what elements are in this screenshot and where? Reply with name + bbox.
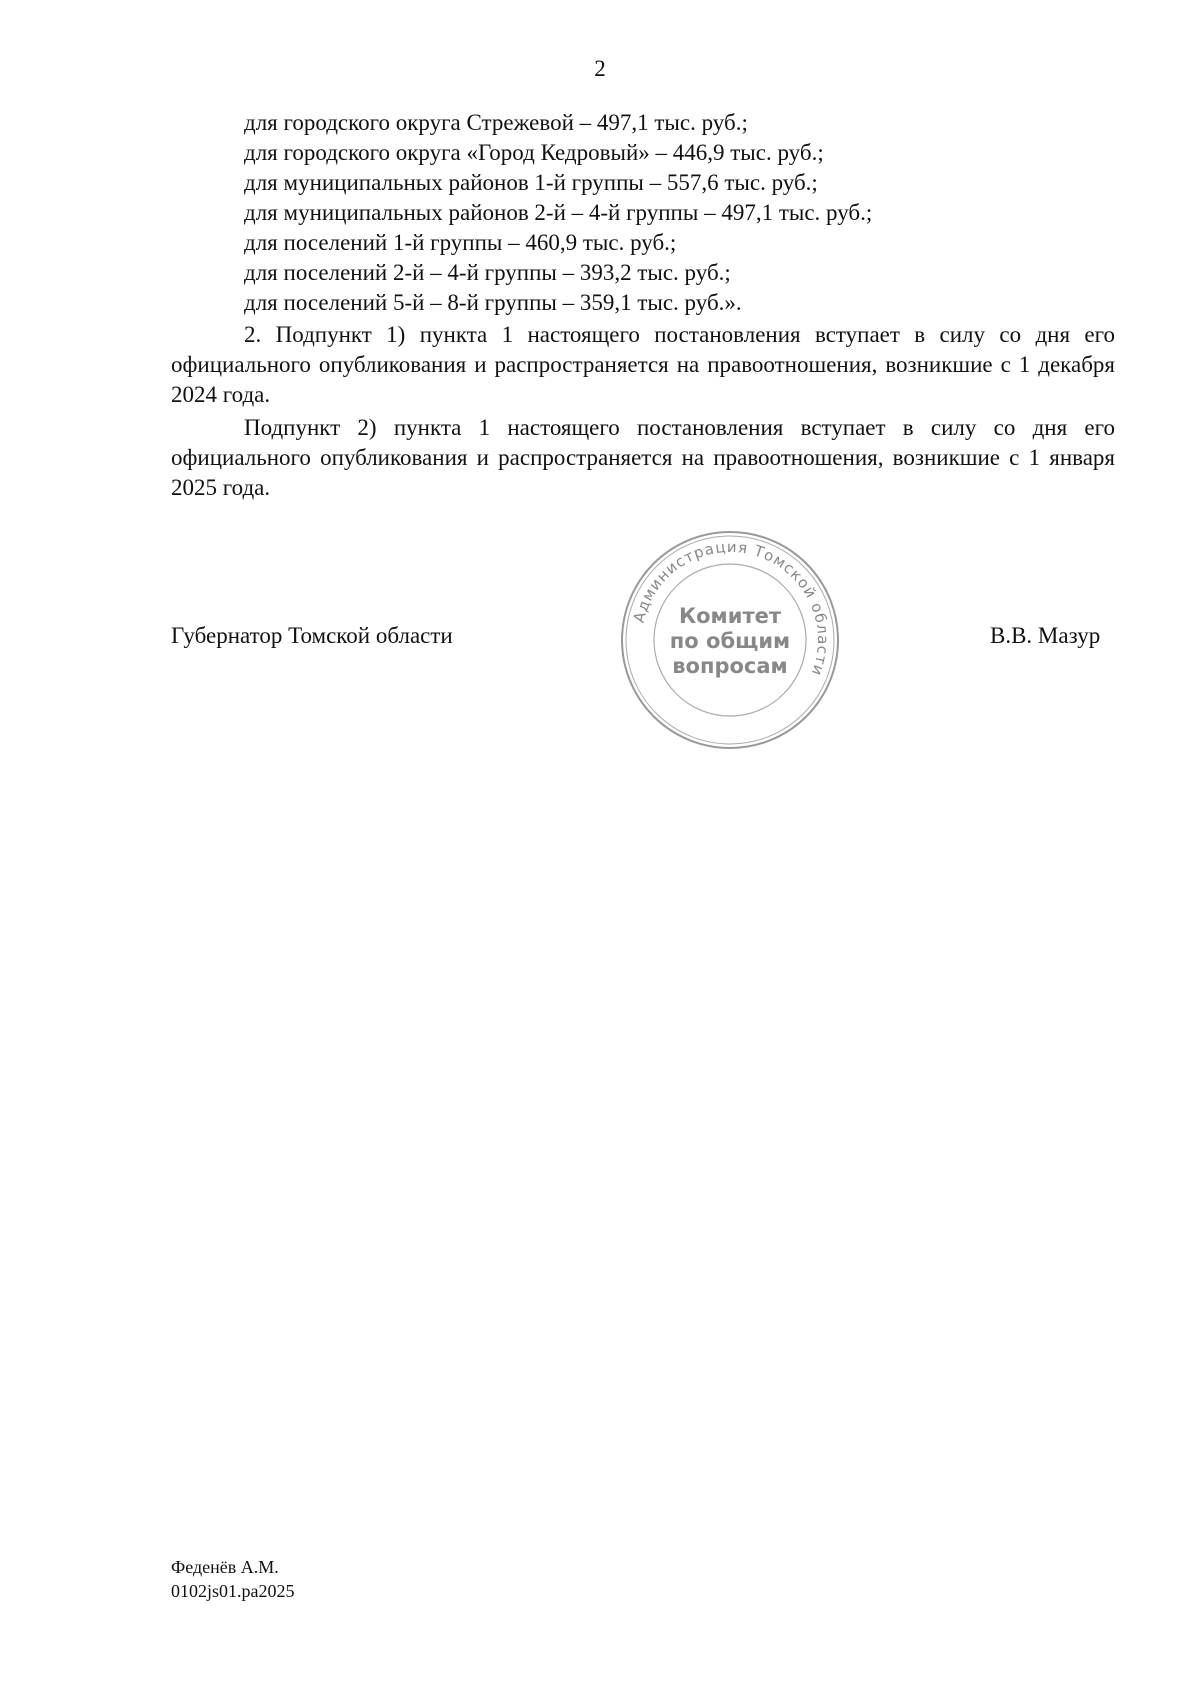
stamp-center-line: Комитет: [678, 604, 782, 628]
list-item: для городского округа Стрежевой – 497,1 тыс. руб.;: [244, 110, 748, 135]
list-item: для муниципальных районов 2-й – 4-й группы – 497,1 тыс. руб.;: [244, 200, 873, 225]
list-item: для поселений 1-й группы – 460,9 тыс. руб.;: [244, 230, 677, 255]
list-item: для муниципальных районов 1-й группы – 557,6 тыс. руб.;: [244, 170, 818, 195]
official-stamp: [618, 528, 842, 752]
signatory-name: В.В. Мазур: [990, 623, 1101, 648]
list-item: для поселений 2-й – 4-й группы – 393,2 тыс. руб.;: [244, 260, 731, 285]
stamp-center-line: вопросам: [672, 654, 788, 678]
footer-doc-code: 0102js01.pa2025: [171, 1581, 295, 1601]
stamp-center-line: по общим: [669, 629, 791, 653]
paragraph-effective-date-2: Подпункт 2) пункта 1 настоящего постановления вступает в силу со дня его официального опубликования и распространяется на правоотношения, возникшие с 1 января 2025 года.: [171, 415, 1115, 500]
list-item: для городского округа «Город Кедровый» – 446,9 тыс. руб.;: [244, 140, 824, 165]
signatory-position: Губернатор Томской области: [171, 623, 453, 648]
list-item: для поселений 5-й – 8-й группы – 359,1 тыс. руб.».: [244, 290, 742, 315]
footer-author: Феденёв А.М.: [171, 1557, 279, 1577]
paragraph-effective-date-1: 2. Подпункт 1) пункта 1 настоящего постановления вступает в силу со дня его официального опубликования и распространяется на правоотношения, возникшие с 1 декабря 2024 года.: [171, 322, 1115, 407]
page-number: 2: [594, 56, 606, 81]
stamp-ring-text: Администрация Томской области: [629, 537, 833, 679]
